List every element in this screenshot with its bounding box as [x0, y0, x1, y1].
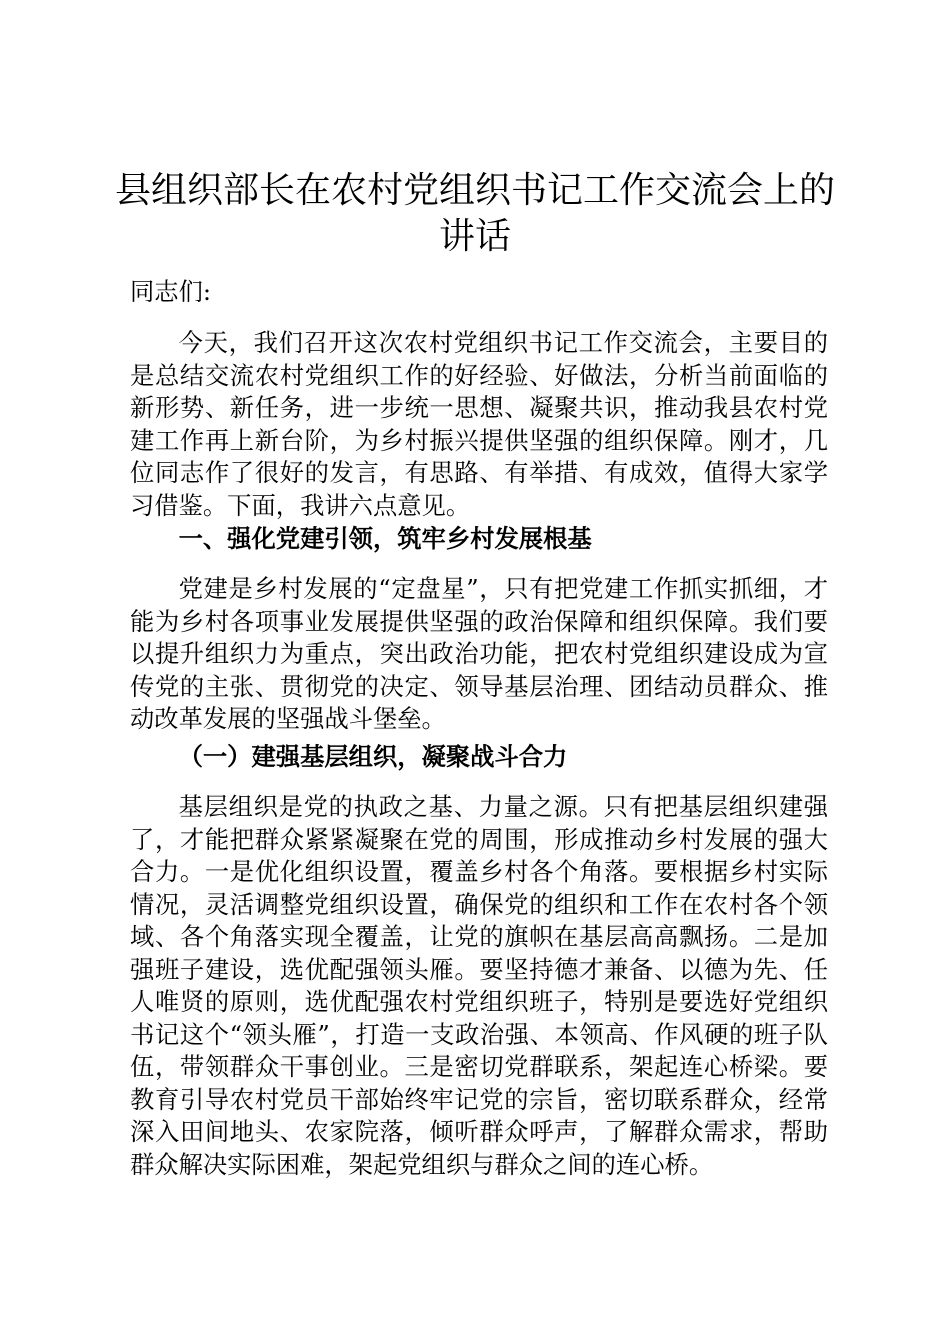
subsection-heading-1-1: （一）建强基层组织，凝聚战斗合力	[178, 742, 568, 771]
greeting: 同志们:	[130, 277, 212, 306]
section-heading-1: 一、强化党建引领，筑牢乡村发展根基	[178, 524, 592, 553]
section-1-paragraph: 党建是乡村发展的“定盘星”，只有把党建工作抓实抓细，才能为乡村各项事业发展提供坚强的政治保障和组织保障。我们要以提升组织力为重点，突出政治功能，把农村党组织建设成为宣传党的主张、贯彻党的决定、领导基层治理、团结动员群众、推动改革发展的坚强战斗堡垒。	[130, 574, 828, 733]
intro-paragraph: 今天，我们召开这次农村党组织书记工作交流会，主要目的是总结交流农村党组织工作的好经验、好做法，分析当前面临的新形势、新任务，进一步统一思想、凝聚共识，推动我县农村党建工作再上新台阶，为乡村振兴提供坚强的组织保障。刚才，几位同志作了很好的发言，有思路、有举措、有成效，值得大家学习借鉴。下面，我讲六点意见。	[130, 328, 828, 520]
document-title: 县组织部长在农村党组织书记工作交流会上的讲话	[114, 170, 835, 257]
subsection-1-1-paragraph: 基层组织是党的执政之基、力量之源。只有把基层组织建强了，才能把群众紧紧凝聚在党的周围，形成推动乡村发展的强大合力。一是优化组织设置，覆盖乡村各个角落。要根据乡村实际情况，灵活调整党组织设置，确保党的组织和工作在农村各个领域、各个角落实现全覆盖，让党的旗帜在基层高高飘扬。二是加强班子建设，选优配强领头雁。要坚持德才兼备、以德为先、任人唯贤的原则，选优配强农村党组织班子，特别是要选好党组织书记这个“领头雁”，打造一支政治强、本领高、作风硬的班子队伍，带领群众干事创业。三是密切党群联系，架起连心桥梁。要教育引导农村党员干部始终牢记党的宗旨，密切联系群众，经常深入田间地头、农家院落，倾听群众呼声，了解群众需求，帮助群众解决实际困难，架起党组织与群众之间的连心桥。	[130, 792, 828, 1179]
